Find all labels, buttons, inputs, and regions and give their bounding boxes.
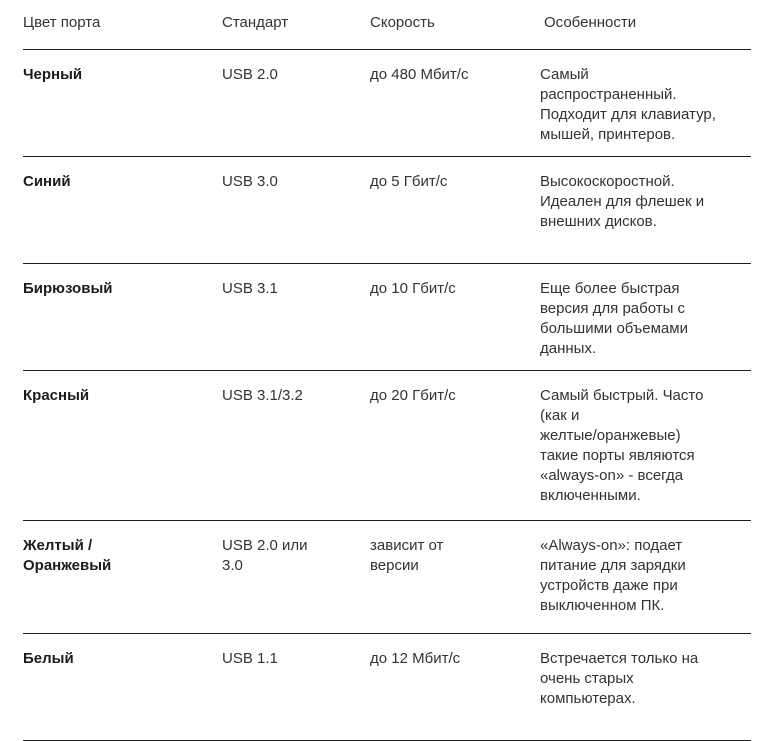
cell-standard: USB 1.1 xyxy=(222,650,278,667)
table-header-row xyxy=(23,0,751,50)
usb-port-table xyxy=(23,0,751,741)
cell-features: Самый распространенный. Подходит для клавиатур, мышей, принтеров. xyxy=(540,66,716,143)
table-row xyxy=(23,371,751,521)
table-row xyxy=(23,634,751,741)
table-row xyxy=(23,521,751,634)
cell-port-color: Белый xyxy=(23,650,74,667)
cell-standard: USB 3.1/3.2 xyxy=(222,387,303,404)
cell-features: Самый быстрый. Часто (как и желтые/оранжевые) такие порты являются «always-on» - всегда включенными. xyxy=(540,387,704,504)
cell-features: Еще более быстрая версия для работы с большими объемами данных. xyxy=(540,280,688,357)
cell-standard: USB 3.0 xyxy=(222,173,278,190)
cell-port-color: Желтый / Оранжевый xyxy=(23,537,112,574)
table-row xyxy=(23,264,751,371)
cell-features: Высокоскоростной. Идеален для флешек и внешних дисков. xyxy=(540,173,705,230)
cell-standard: USB 3.1 xyxy=(222,280,278,297)
cell-port-color: Красный xyxy=(23,387,90,404)
cell-features: Встречается только на очень старых компьютерах. xyxy=(540,650,699,707)
cell-standard: USB 2.0 xyxy=(222,66,278,83)
cell-speed: до 20 Гбит/с xyxy=(370,387,456,404)
cell-speed: зависит от версии xyxy=(370,537,444,574)
cell-speed: до 10 Гбит/с xyxy=(370,280,456,297)
cell-standard: USB 2.0 или 3.0 xyxy=(222,537,308,574)
table-row xyxy=(23,157,751,264)
header-speed: Скорость xyxy=(370,14,435,31)
cell-port-color: Бирюзовый xyxy=(23,280,113,297)
header-features: Особенности xyxy=(544,14,637,31)
table-row xyxy=(23,50,751,157)
cell-speed: до 480 Мбит/с xyxy=(370,66,469,83)
cell-features: «Always-on»: подает питание для зарядки устройств даже при выключенном ПК. xyxy=(540,537,686,614)
header-standard: Стандарт xyxy=(222,14,289,31)
cell-speed: до 5 Гбит/с xyxy=(370,173,448,190)
header-port-color: Цвет порта xyxy=(23,14,101,31)
cell-port-color: Синий xyxy=(23,173,71,190)
cell-speed: до 12 Мбит/с xyxy=(370,650,461,667)
cell-port-color: Черный xyxy=(23,66,83,83)
